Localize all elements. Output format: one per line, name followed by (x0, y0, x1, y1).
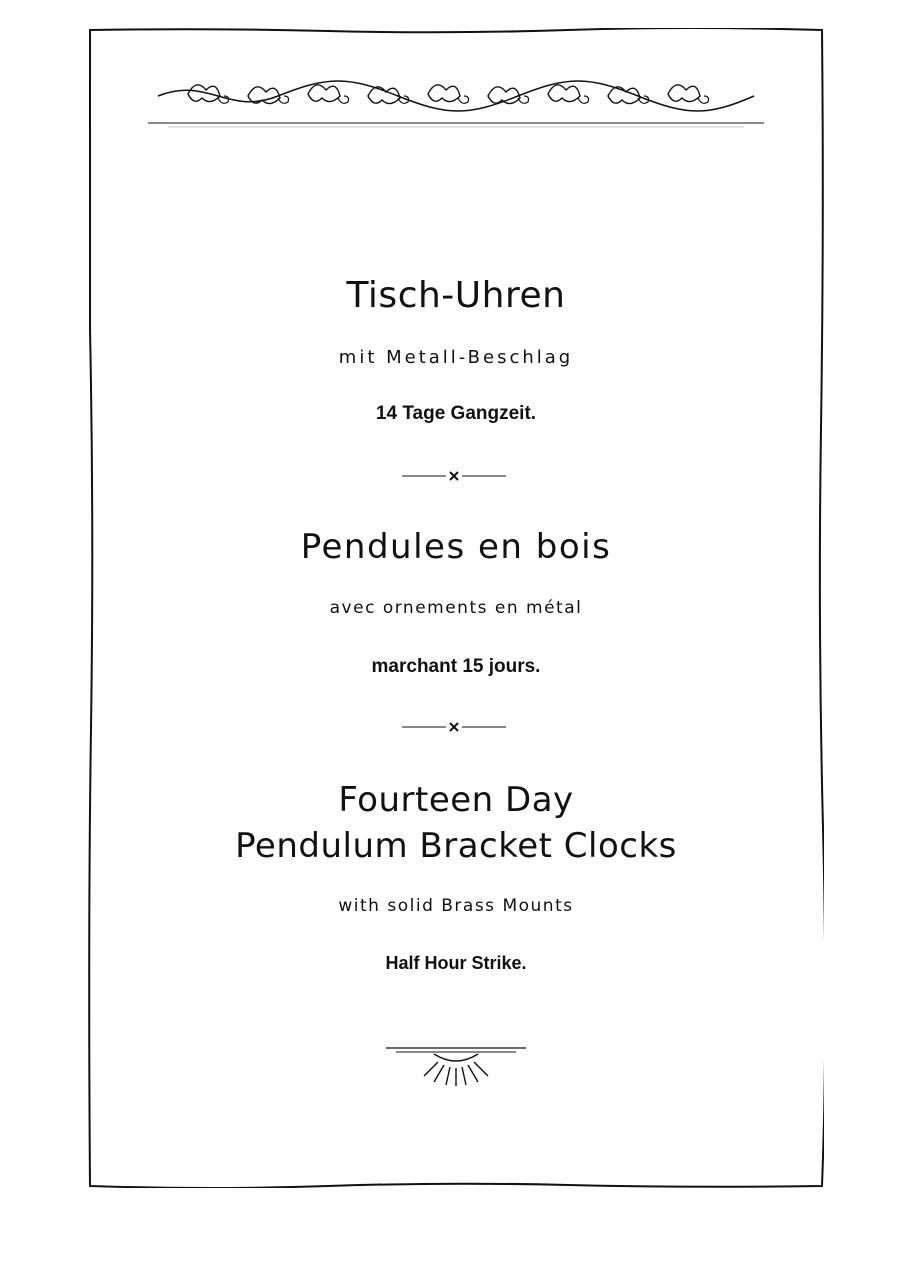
section-3-title-line-2: Pendulum Bracket Clocks (235, 826, 677, 866)
sunburst-icon (386, 1042, 526, 1088)
section-1-title: Tisch-Uhren (346, 275, 566, 316)
section-3-title (0, 777, 912, 869)
cross-divider-icon (402, 719, 506, 733)
section-2-title: Pendules en bois (300, 527, 612, 567)
section-3-title-line-1: Fourteen Day (338, 780, 574, 820)
section-1-detail: 14 Tage Gangzeit. (375, 403, 537, 424)
vine-leaf-border-icon (148, 66, 764, 128)
section-1-subtitle: mit Metall-Beschlag (338, 347, 574, 368)
cross-divider-icon (402, 468, 506, 482)
section-3-subtitle: with solid Brass Mounts (338, 896, 574, 916)
section-3-detail: Half Hour Strike. (385, 953, 527, 973)
section-2-detail: marchant 15 jours. (371, 656, 541, 677)
section-2-subtitle: avec ornements en métal (329, 598, 583, 618)
